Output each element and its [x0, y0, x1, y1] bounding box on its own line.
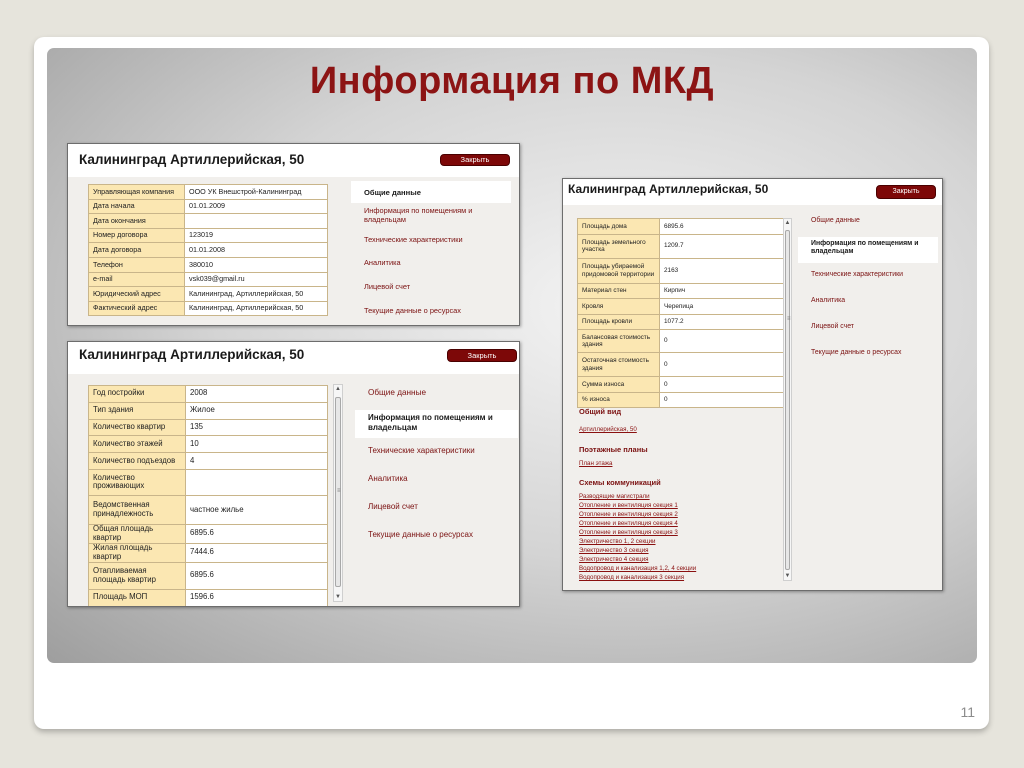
field-label: Год постройки — [89, 386, 186, 403]
table-row — [89, 199, 328, 214]
field-value: 6895.6 — [660, 219, 788, 235]
field-label: Количество подъездов — [89, 453, 186, 470]
field-label: Фактический адрес — [89, 301, 185, 316]
table-row — [89, 243, 328, 258]
table-row — [89, 524, 328, 543]
table-row — [89, 272, 328, 287]
field-value: 6895.6 — [186, 562, 328, 589]
scroll-down-icon[interactable]: ▼ — [335, 594, 341, 600]
field-label: Материал стен — [578, 283, 660, 299]
field-label: Дата договора — [89, 243, 185, 258]
field-label: Площадь кровли — [578, 314, 660, 330]
nav-item-general[interactable]: Общие данные — [811, 217, 860, 224]
link-scheme[interactable]: Электричество 3 секция — [579, 547, 649, 554]
field-value: Калининград, Артиллерийская, 50 — [185, 301, 328, 316]
table-row — [89, 419, 328, 436]
table-row — [578, 219, 788, 235]
nav-item-account[interactable]: Лицевой счет — [368, 502, 418, 511]
field-label: Площадь МОП — [89, 589, 186, 606]
field-label: Остаточная стоимость здания — [578, 353, 660, 377]
panel-technical — [562, 178, 943, 591]
field-value: 01.01.2008 — [185, 243, 328, 258]
scroll-thumb[interactable] — [785, 230, 790, 570]
field-label: Номер договора — [89, 228, 185, 243]
scrollbar[interactable] — [783, 218, 792, 581]
table-row — [578, 330, 788, 353]
panel-general-data — [67, 143, 520, 326]
field-value: 0 — [660, 353, 788, 377]
field-value: 1596.6 — [186, 589, 328, 606]
field-value: 7444.6 — [186, 543, 328, 562]
schemes-link-list — [579, 493, 779, 588]
field-value: 2163 — [660, 258, 788, 283]
close-button[interactable]: Закрыть — [447, 349, 517, 362]
field-value: 6895.6 — [186, 524, 328, 543]
table-row — [578, 377, 788, 393]
field-label: Площадь дома — [578, 219, 660, 235]
field-value: Черепица — [660, 299, 788, 315]
field-label: Количество этажей — [89, 436, 186, 453]
field-value: 135 — [186, 419, 328, 436]
table-row — [89, 402, 328, 419]
nav-item-analytics[interactable]: Аналитика — [368, 474, 408, 483]
nav-item-resources[interactable]: Текущие данные о ресурсах — [364, 306, 461, 315]
nav-item-technical[interactable]: Технические характеристики — [811, 271, 903, 278]
table-row — [89, 257, 328, 272]
scroll-up-icon[interactable]: ▲ — [784, 220, 791, 226]
table-row — [89, 214, 328, 229]
field-value: частное жилье — [186, 495, 328, 524]
grip-icon: ≡ — [787, 316, 791, 322]
field-value: 0 — [660, 330, 788, 353]
scroll-thumb[interactable] — [335, 397, 341, 587]
field-value: Калининград, Артиллерийская, 50 — [185, 287, 328, 302]
panel-body — [68, 177, 519, 325]
nav-item-account[interactable]: Лицевой счет — [811, 323, 854, 330]
table-row — [89, 287, 328, 302]
panel-building-info — [67, 341, 520, 607]
page-number: 11 — [960, 704, 975, 720]
link-scheme[interactable]: Отопление и вентиляция секция 1 — [579, 502, 678, 509]
field-label: Сумма износа — [578, 377, 660, 393]
section-title-general-view: Общий вид — [579, 407, 622, 416]
scroll-down-icon[interactable]: ▼ — [784, 573, 791, 579]
field-label: Площадь убираемой придомовой территории — [578, 258, 660, 283]
side-nav — [355, 381, 518, 551]
table-row — [578, 353, 788, 377]
field-value: 123019 — [185, 228, 328, 243]
table-row — [89, 562, 328, 589]
table-row — [89, 185, 328, 200]
field-label: Юридический адрес — [89, 287, 185, 302]
field-label: Тип здания — [89, 402, 186, 419]
info-table — [88, 385, 328, 607]
section-title-floor-plans: Поэтажные планы — [579, 445, 648, 454]
link-scheme[interactable]: Отопление и вентиляция секция 4 — [579, 520, 678, 527]
table-row — [89, 436, 328, 453]
table-row — [578, 258, 788, 283]
field-value: 1209.7 — [660, 234, 788, 258]
side-nav — [798, 210, 938, 370]
table-row — [578, 314, 788, 330]
table-row — [89, 228, 328, 243]
close-button[interactable]: Закрыть — [876, 185, 936, 199]
nav-item-account[interactable]: Лицевой счет — [364, 282, 411, 291]
side-nav — [351, 181, 511, 321]
field-value: Кирпич — [660, 283, 788, 299]
field-value: 0 — [660, 377, 788, 393]
link-scheme[interactable]: Отопление и вентиляция секция 2 — [579, 511, 678, 518]
link-scheme[interactable]: Электричество 1, 2 секции — [579, 538, 656, 545]
field-value: 01.01.2009 — [185, 199, 328, 214]
scrollbar[interactable] — [333, 384, 343, 602]
panel-header — [68, 144, 519, 177]
nav-item-technical[interactable]: Технические характеристики — [364, 235, 463, 244]
nav-item-general[interactable]: Общие данные — [351, 181, 511, 203]
link-scheme[interactable]: Разводящие магистрали — [579, 493, 650, 500]
table-row — [89, 543, 328, 562]
field-value: ООО УК Внешстрой-Калининград — [185, 185, 328, 200]
field-label: Телефон — [89, 257, 185, 272]
field-label: Кровля — [578, 299, 660, 315]
nav-item-premises-owners[interactable]: Информация по помещениям и владельцам — [355, 410, 518, 438]
panel-title: Калининград Артиллерийская, 50 — [79, 347, 305, 362]
link-scheme[interactable]: Отопление и вентиляция секция 3 — [579, 529, 678, 536]
field-label: Дата начала — [89, 199, 185, 214]
table-row — [578, 234, 788, 258]
panel-title: Калининград Артиллерийская, 50 — [79, 152, 305, 167]
panel-title: Калининград Артиллерийская, 50 — [568, 182, 769, 196]
nav-item-analytics[interactable]: Аналитика — [811, 297, 846, 304]
field-value: 0 — [660, 392, 788, 408]
field-value — [186, 469, 328, 495]
panel-header — [563, 179, 942, 205]
link-floor-plan[interactable]: План этажа — [579, 460, 613, 467]
field-value: 1077.2 — [660, 314, 788, 330]
field-value: Жилое — [186, 402, 328, 419]
slide-title: Информация по МКД — [309, 60, 715, 102]
field-value: 380010 — [185, 257, 328, 272]
field-value: vsk039@gmail.ru — [185, 272, 328, 287]
field-label: Управляющая компания — [89, 185, 185, 200]
table-row — [89, 386, 328, 403]
field-label: Общая площадь квартир — [89, 524, 186, 543]
field-label: Количество проживающих — [89, 469, 186, 495]
nav-item-premises-owners[interactable]: Информация по помещениям и владельцам — [364, 206, 473, 224]
table-row — [578, 299, 788, 315]
field-label: Дата окончания — [89, 214, 185, 229]
nav-item-technical[interactable]: Технические характеристики — [368, 446, 475, 455]
scroll-up-icon[interactable]: ▲ — [335, 386, 341, 392]
table-row — [89, 589, 328, 606]
field-label: % износа — [578, 392, 660, 408]
table-row — [89, 495, 328, 524]
field-label: Количество квартир — [89, 419, 186, 436]
info-table — [577, 218, 791, 408]
table-row — [578, 392, 788, 408]
info-table — [88, 184, 328, 316]
link-scheme[interactable]: Водопровод и канализация 1,2, 4 секции — [579, 565, 697, 572]
nav-item-premises-owners[interactable]: Информация по помещениям и владельцам — [798, 237, 938, 263]
table-row — [89, 453, 328, 470]
nav-item-resources[interactable]: Текущие данные о ресурсах — [368, 530, 473, 539]
nav-item-general[interactable]: Общие данные — [368, 388, 427, 397]
close-button[interactable]: Закрыть — [440, 154, 510, 166]
field-label: Ведомственная принадлежность — [89, 495, 186, 524]
panel-body — [563, 205, 942, 590]
panel-header — [68, 342, 519, 374]
grip-icon: ≡ — [337, 488, 341, 494]
nav-item-resources[interactable]: Текущие данные о ресурсах — [811, 349, 902, 356]
nav-item-analytics[interactable]: Аналитика — [364, 258, 401, 267]
field-label: Отапливаемая площадь квартир — [89, 562, 186, 589]
field-label: Балансовая стоимость здания — [578, 330, 660, 353]
link-general-view[interactable]: Артиллерийская, 50 — [579, 426, 637, 433]
field-value: 10 — [186, 436, 328, 453]
table-row — [89, 301, 328, 316]
table-row — [578, 283, 788, 299]
link-scheme[interactable]: Электричество 4 секция — [579, 556, 649, 563]
field-label: Жилая площадь квартир — [89, 543, 186, 562]
section-title-schemes: Схемы коммуникаций — [579, 478, 661, 487]
panel-body — [68, 374, 519, 606]
link-scheme[interactable]: Водопровод и канализация 3 секция — [579, 574, 685, 581]
field-label: e-mail — [89, 272, 185, 287]
table-row — [89, 469, 328, 495]
field-value: 2008 — [186, 386, 328, 403]
field-value — [185, 214, 328, 229]
field-value: 4 — [186, 453, 328, 470]
field-label: Площадь земельного участка — [578, 234, 660, 258]
